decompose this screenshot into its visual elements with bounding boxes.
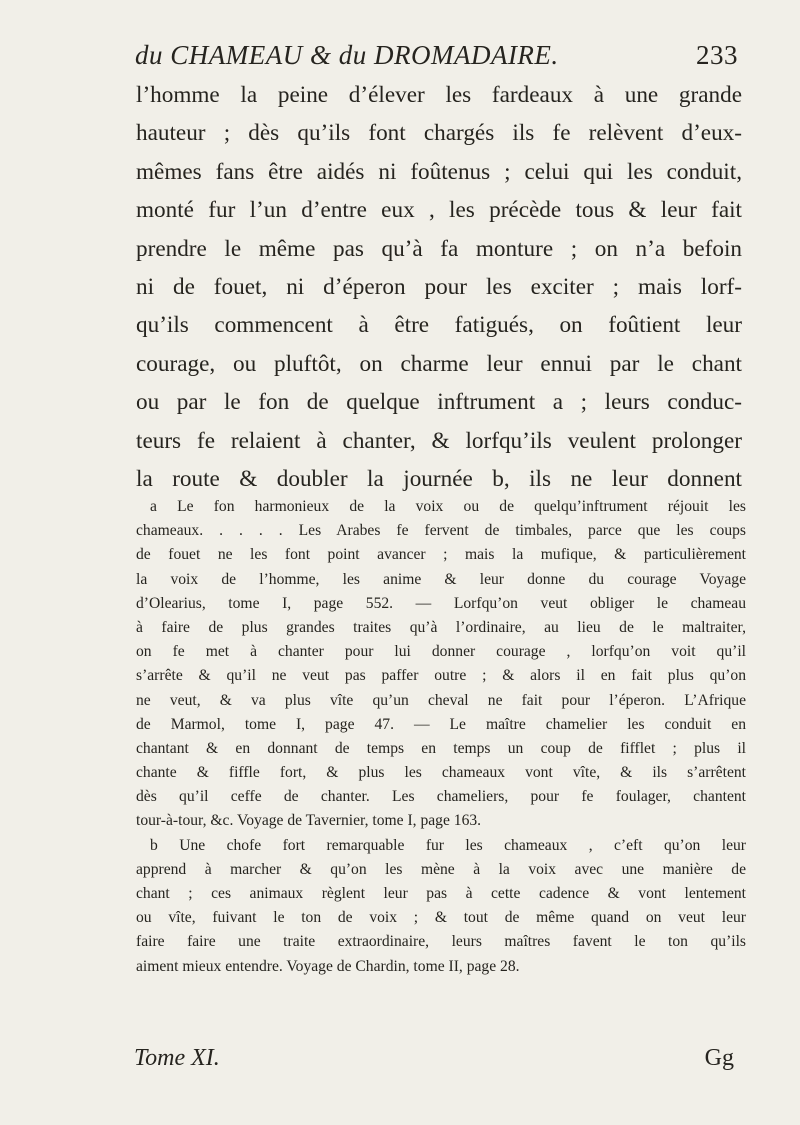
footnote-line: à faire de plus grandes traites qu’à l’ordinaire, au lieu de le maltraiter, xyxy=(136,618,746,636)
text-line: courage, ou pluftôt, on charme leur ennui par le chant xyxy=(136,350,742,377)
text-line: l’homme la peine d’élever les fardeaux à une grande xyxy=(136,82,742,108)
footnote-line: chameaux. . . . . Les Arabes fe fervent de timbales, parce que les coups xyxy=(136,522,746,540)
footnote-line: tour-à-tour, &c. Voyage de Tavernier, tome I, page 163. xyxy=(136,812,482,830)
footnote-line: faire faire une traite extraordinaire, leurs maîtres favent le ton qu’ils xyxy=(136,933,746,951)
footnote-line: d’Olearius, tome I, page 552. — Lorfqu’on veut obliger le chameau xyxy=(136,594,746,612)
text-line: ou par le fon de quelque inftrument a ; leurs conduc- xyxy=(136,389,742,416)
footnote-line: de Marmol, tome I, page 47. — Le maître chamelier les conduit en xyxy=(136,715,746,733)
text-line: ni de fouet, ni d’éperon pour les exciter ; mais lorf- xyxy=(136,273,742,300)
text-line: qu’ils commencent à être fatigués, on foûtient leur xyxy=(136,312,742,339)
footnote-line: chantant & en donnant de temps en temps un coup de fifflet ; plus il xyxy=(136,739,746,757)
page-number: 233 xyxy=(696,40,738,70)
footnote-line: aiment mieux entendre. Voyage de Chardin, tome II, page 28. xyxy=(136,957,520,975)
text-line: prendre le même pas qu’à fa monture ; on n’a befoin xyxy=(136,235,742,262)
running-title: du CHAMEAU & du DROMADAIRE. xyxy=(135,40,559,70)
footnote-line: chante & fiffle fort, & plus les chameaux vont vîte, & ils s’arrêtent xyxy=(136,764,746,782)
footnote-line: s’arrête & qu’il ne veut pas paffer outre ; & alors il en fait plus qu’on xyxy=(136,667,746,685)
signature-mark: Gg xyxy=(704,1045,734,1071)
text-line: monté fur l’un d’entre eux , les précède tous & leur fait xyxy=(136,197,742,224)
text-line: hauteur ; dès qu’ils font chargés ils fe relèvent d’eux- xyxy=(136,120,742,147)
footnote-line: ne veut, & va plus vîte qu’un cheval ne fait pour l’éperon. L’Afrique xyxy=(136,691,746,709)
footnote-line: dès qu’il ceffe de chanter. Les chameliers, pour fe foulager, chantent xyxy=(136,788,746,806)
footnotes xyxy=(136,495,746,979)
signature-line xyxy=(134,1045,746,1075)
footnote-line: chant ; ces animaux règlent leur pas à cette cadence & vont lentement xyxy=(136,885,746,902)
text-line: mêmes fans être aidés ni foûtenus ; celui qui les conduit, xyxy=(136,158,742,185)
footnote-line: la voix de l’homme, les anime & leur donne du courage Voyage xyxy=(136,570,746,588)
footnote-line: on fe met à chanter pour lui donner courage , lorfqu’on voit qu’il xyxy=(136,643,746,661)
text-line: la route & doubler la journée b, ils ne leur donnent xyxy=(136,465,742,492)
footnote-line: a Le fon harmonieux de la voix ou de quelqu’inftrument réjouit les xyxy=(150,498,746,515)
tome-label: Tome XI. xyxy=(134,1045,220,1071)
main-text xyxy=(136,76,742,498)
footnote-line: apprend à marcher & qu’on les mène à la voix avec une manière de xyxy=(136,860,746,878)
footnote-line: b Une chofe fort remarquable fur les chameaux , c’eft qu’on leur xyxy=(150,836,746,854)
footnote-line: de fouet ne les font point avancer ; mais la mufique, & particulièrement xyxy=(136,546,746,564)
text-line: teurs fe relaient à chanter, & lorfqu’ils veulent prolonger xyxy=(136,427,742,454)
running-header xyxy=(135,40,738,80)
footnote-line: ou vîte, fuivant le ton de voix ; & tout de même quand on veut leur xyxy=(136,909,746,927)
